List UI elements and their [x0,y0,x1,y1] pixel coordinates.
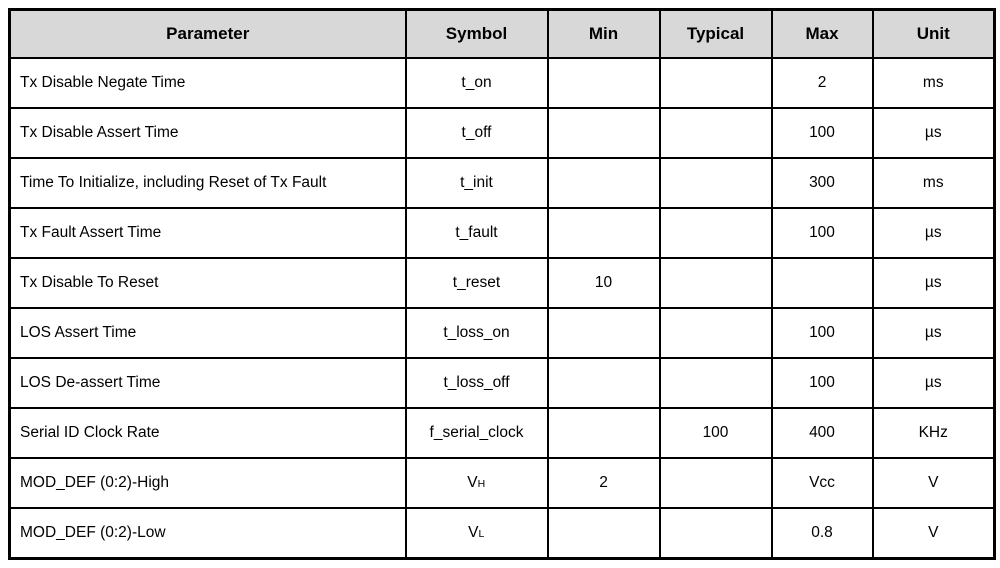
symbol-text: V [468,524,479,541]
unit-cell: µs [873,258,995,308]
symbol-text: f_serial_clock [429,424,524,441]
table-row [10,508,995,559]
min-cell [548,208,660,258]
typical-cell [660,308,772,358]
parameter-cell: MOD_DEF (0:2)-Low [10,508,406,559]
table-row [10,358,995,408]
unit-cell: V [873,458,995,508]
parameter-cell: Tx Disable To Reset [10,258,406,308]
table-row [10,108,995,158]
parameter-cell: MOD_DEF (0:2)-High [10,458,406,508]
symbol-cell [406,358,548,408]
symbol-text: t_on [461,74,492,91]
symbol-cell [406,58,548,108]
min-cell [548,358,660,408]
min-cell [548,108,660,158]
min-cell [548,308,660,358]
symbol-subscript: H [477,478,486,490]
symbol-cell [406,408,548,458]
parameter-cell: Time To Initialize, including Reset of Tx Fault [10,158,406,208]
typical-cell [660,358,772,408]
symbol-cell [406,158,548,208]
parameter-cell: Tx Disable Assert Time [10,108,406,158]
unit-cell: µs [873,308,995,358]
symbol-text: V [467,474,478,491]
table-row [10,208,995,258]
min-cell [548,408,660,458]
column-header-symbol: Symbol [406,10,548,59]
unit-cell: ms [873,158,995,208]
parameter-cell: Tx Disable Negate Time [10,58,406,108]
max-cell: 300 [772,158,873,208]
typical-cell [660,208,772,258]
min-cell [548,58,660,108]
column-header-max: Max [772,10,873,59]
max-cell: 100 [772,208,873,258]
column-header-parameter: Parameter [10,10,406,59]
min-cell: 2 [548,458,660,508]
parameter-cell: LOS De-assert Time [10,358,406,408]
unit-cell: ms [873,58,995,108]
unit-cell: V [873,508,995,559]
max-cell: 100 [772,108,873,158]
header-row [10,10,995,59]
table-row [10,458,995,508]
typical-cell [660,108,772,158]
symbol-cell [406,208,548,258]
typical-cell [660,158,772,208]
symbol-subscript: L [478,528,485,540]
symbol-text: t_loss_off [443,374,510,391]
parameter-cell: Serial ID Clock Rate [10,408,406,458]
column-header-typical: Typical [660,10,772,59]
column-header-unit: Unit [873,10,995,59]
symbol-text: t_off [461,124,492,141]
symbol-cell [406,508,548,559]
typical-cell [660,458,772,508]
typical-cell [660,258,772,308]
table-row [10,258,995,308]
symbol-cell [406,108,548,158]
unit-cell: µs [873,108,995,158]
max-cell: 2 [772,58,873,108]
column-header-min: Min [548,10,660,59]
typical-cell: 100 [660,408,772,458]
symbol-text: t_init [460,174,493,191]
min-cell: 10 [548,258,660,308]
unit-cell: KHz [873,408,995,458]
unit-cell: µs [873,208,995,258]
typical-cell [660,58,772,108]
table-row [10,158,995,208]
max-cell: Vcc [772,458,873,508]
max-cell: 400 [772,408,873,458]
symbol-cell [406,258,548,308]
symbol-text: t_reset [452,274,501,291]
max-cell: 100 [772,308,873,358]
table-row [10,308,995,358]
min-cell [548,158,660,208]
typical-cell [660,508,772,559]
parameter-cell: LOS Assert Time [10,308,406,358]
spec-table [8,8,996,560]
max-cell: 0.8 [772,508,873,559]
table-row [10,58,995,108]
unit-cell: µs [873,358,995,408]
max-cell: 100 [772,358,873,408]
table-row [10,408,995,458]
symbol-text: t_fault [455,224,498,241]
symbol-cell [406,308,548,358]
max-cell [772,258,873,308]
min-cell [548,508,660,559]
symbol-cell [406,458,548,508]
symbol-text: t_loss_on [443,324,510,341]
parameter-cell: Tx Fault Assert Time [10,208,406,258]
